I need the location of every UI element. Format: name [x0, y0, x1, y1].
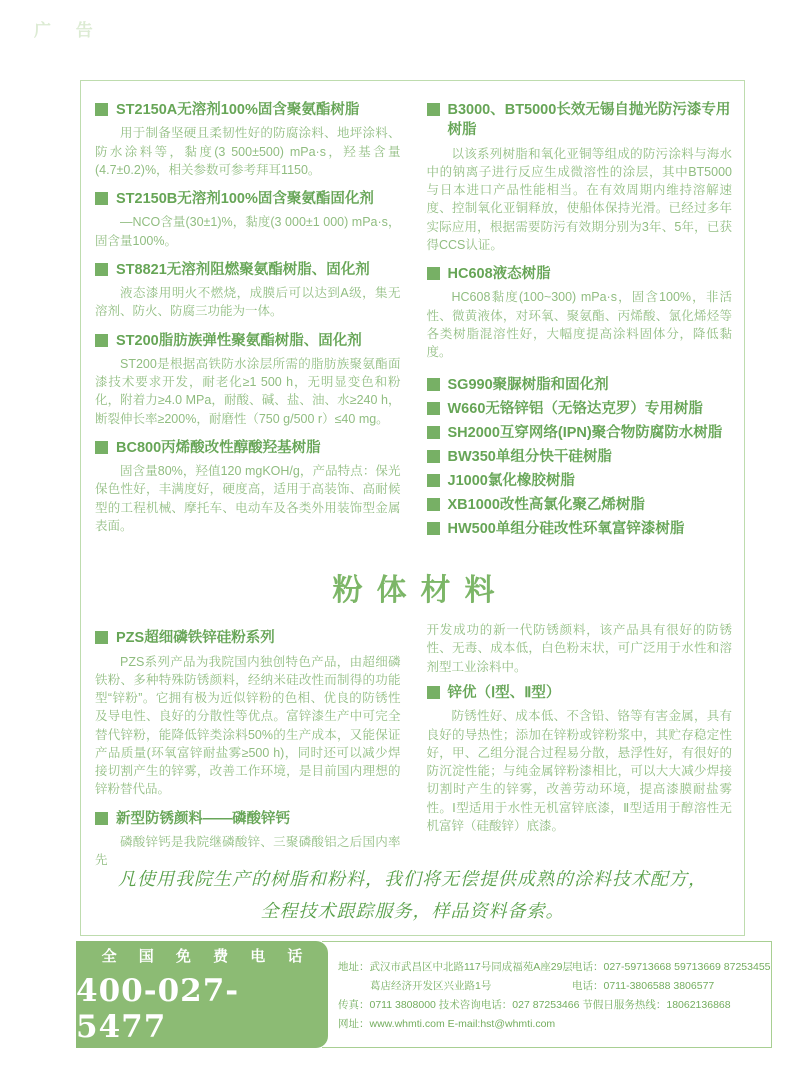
hotline-block	[76, 941, 328, 1048]
footer-bar	[76, 941, 771, 1048]
product-section-st8821	[95, 260, 401, 321]
section-body: 磷酸锌钙是我院继磷酸锌、三聚磷酸铝之后国内率先	[95, 834, 401, 868]
section-body: 固含量80%，羟值120 mgKOH/g，产品特点：保光保色性好，丰满度好，硬度高，适用于高装饰、高耐候型的工程机械、摩托车、电动车及各类外用装饰型金属表面。	[95, 464, 401, 533]
product-section-pzs	[95, 628, 401, 798]
resin-right-column	[427, 93, 733, 545]
bullet-square-icon	[95, 334, 108, 347]
section-title: ST200脂肪族弹性聚氨酯树脂、固化剂	[116, 332, 362, 349]
address-1: 地址：武汉市武昌区中北路117号同成福苑A座29层	[338, 960, 573, 973]
product-section-zinc-calcium-phosphate	[95, 809, 401, 870]
resin-list-label: XB1000改性高氯化聚乙烯树脂	[447, 497, 645, 514]
resin-list-item	[427, 447, 733, 468]
section-body: HC608黏度(100~300) mPa·s，固含100%，非活性、微黄液体，对环氧、聚氨酯、丙烯酸、氯化烯烃等各类树脂混溶性好，大幅度提高涂料固体分，降低黏度。	[426, 290, 732, 360]
section-title: ST2150B无溶剂100%固含聚氨酯固化剂	[116, 191, 374, 208]
bullet-square-icon	[427, 450, 440, 463]
resin-list-item	[427, 495, 733, 516]
bullet-square-icon	[427, 426, 440, 439]
section-heading	[95, 260, 401, 280]
section-heading	[427, 683, 733, 703]
hotline-label: 全 国 免 费 电 话	[101, 947, 312, 965]
product-section-st2150a	[95, 100, 401, 179]
product-section-bc800	[95, 438, 401, 535]
continuation-paragraph: 开发成功的新一代防锈颜料，该产品具有很好的防锈性、无毒、成本低，白色粉末状，可广泛用于水性和溶剂型工业涂料中。	[426, 623, 732, 674]
resin-product-list	[427, 375, 733, 540]
section-body: ST200是根据高铁防水涂层所需的脂肪族聚氨酯面漆技术要求开发，耐老化≥1 500 h，无明显变色和粉化，附着力≥4.0 MPa，耐酸、碱、盐、油、水≥240 h，断裂伸长率≥200%，耐磨性（750 g/500 r）≤40 mg。	[95, 356, 401, 426]
contact-line-web	[338, 1016, 771, 1031]
section-heading	[95, 331, 401, 351]
phone-2: 电话：0711-3806588 3806577	[572, 979, 715, 992]
promo-line-1: 凡使用我院生产的树脂和粉料，我们将无偿提供成熟的涂料技术配方，	[118, 869, 707, 890]
bullet-square-icon	[427, 522, 440, 535]
hotline-phone-number: 400-027-5477	[76, 972, 240, 1045]
bullet-square-icon	[95, 103, 108, 116]
resin-list-item	[427, 399, 733, 420]
section-heading	[95, 628, 401, 648]
resin-list-label: SH2000互穿网络(IPN)聚合物防腐防水树脂	[447, 425, 723, 442]
resin-list-item	[427, 471, 733, 492]
section-title: 新型防锈颜料——磷酸锌钙	[116, 810, 290, 827]
bullet-square-icon	[427, 402, 440, 415]
product-section-hc608	[427, 264, 733, 361]
bullet-square-icon	[427, 267, 440, 280]
phone-1: 电话：027-59713668 59713669 87253455	[572, 960, 771, 973]
fax-and-hotlines: 传真：0711 3808000 技术咨询电话：027 87253466 节假日服务热线：18062136868	[338, 998, 731, 1011]
section-title: B3000、BT5000长效无锡自抛光防污漆专用树脂	[447, 102, 731, 139]
section-body: —NCO含量(30±1)%，黏度(3 000±1 000) mPa·s，固含量100%。	[95, 215, 401, 248]
section-heading	[95, 809, 401, 829]
powder-right-column	[427, 621, 733, 879]
section-heading	[95, 438, 401, 458]
content-frame	[80, 80, 745, 936]
product-section-b3000	[427, 100, 733, 254]
resin-list-label: W660无铬锌铝（无铬达克罗）专用树脂	[447, 401, 703, 418]
section-heading	[95, 100, 401, 120]
powder-materials-heading: 粉体材料	[332, 574, 509, 608]
bullet-square-icon	[427, 103, 440, 116]
bullet-square-icon	[95, 812, 108, 825]
resin-list-label: BW350单组分快干硅树脂	[447, 449, 612, 466]
section-body: 液态漆用明火不燃烧，成膜后可以达到A级，集无溶剂、防火、防腐三功能为一体。	[95, 286, 401, 319]
section-body: PZS系列产品为我院国内独创特色产品，由超细磷铁粉、多种特殊防锈颜料，经纳米硅改性而制得的功能型“锌粉”。它拥有极为近似锌粉的色相、优良的防锈性及导电性、良好的分散性等优点。富锌漆生产中可完全替代锌粉，能降低锌类涂料50%的生产成本，又能保证产品质量(环氧富锌耐盐雾≥500 h)，同时还可以减少焊接切割产生的锌雾，改善工作环境，是目前国内理想的锌粉替代品。	[95, 654, 401, 797]
product-section-st200	[95, 331, 401, 428]
section-title: ST8821无溶剂阻燃聚氨酯树脂、固化剂	[116, 261, 370, 278]
bullet-square-icon	[95, 631, 108, 644]
section-body: 防锈性好、成本低、不含铅、铬等有害金属，具有良好的导热性；添加在锌粉或锌粉浆中，其贮存稳定性好，甲、乙组分混合过程易分散，悬浮性好，有很好的防沉淀性能；与纯金属锌粉漆相比，可以大大减少焊接切割时产生的锌雾，改善劳动环境，提高漆膜耐盐雾性。Ⅰ型适用于水性无机富锌底漆，Ⅱ型适用于醇溶性无机富锌（硅酸锌）底漆。	[426, 709, 732, 833]
section-title: 锌优（Ⅰ型、Ⅱ型）	[447, 684, 561, 701]
powder-columns	[95, 621, 732, 879]
resin-list-label: HW500单组分硅改性环氧富锌漆树脂	[447, 521, 685, 538]
bullet-square-icon	[427, 686, 440, 699]
contact-line-fax	[338, 997, 771, 1012]
powder-left-column	[95, 621, 401, 879]
resin-list-label: J1000氯化橡胶树脂	[447, 473, 575, 490]
resin-list-item	[427, 519, 733, 540]
resin-list-item	[427, 423, 733, 444]
promo-line-2: 全程技术跟踪服务，样品资料备索。	[260, 900, 565, 922]
resin-list-label: SG990聚脲树脂和固化剂	[447, 377, 609, 394]
section-title: PZS超细磷铁锌硅粉系列	[116, 630, 275, 647]
section-title: BC800丙烯酸改性醇酸羟基树脂	[116, 439, 321, 456]
contact-line-address-1	[338, 959, 771, 974]
resin-list-item	[427, 375, 733, 396]
contact-line-address-2	[338, 978, 771, 993]
resin-left-column	[95, 93, 401, 545]
address-2: 葛店经济开发区兴业路1号	[370, 979, 492, 992]
bullet-square-icon	[427, 474, 440, 487]
bullet-square-icon	[427, 498, 440, 511]
section-heading	[95, 189, 401, 209]
section-heading	[427, 264, 733, 284]
section-title: ST2150A无溶剂100%固含聚氨酯树脂	[116, 102, 360, 118]
contact-info-box	[322, 941, 772, 1048]
section-heading	[427, 100, 733, 141]
ad-corner-label: 广 告	[34, 21, 103, 40]
section-body: 用于制备坚硬且柔韧性好的防腐涂料、地坪涂料、防水涂料等，黏度(3 500±500) mPa·s，羟基含量(4.7±0.2)%，相关参数可参考拜耳1150。	[95, 126, 401, 177]
section-title: HC608液态树脂	[447, 266, 551, 283]
promo-script-text	[81, 864, 744, 927]
section-body: 以该系列树脂和氧化亚铜等组成的防污涂料与海水中的钠离子进行反应生成微溶性的涂层，其中BT5000与日本进口产品性能相当。在有效周期内维持溶解速度、控制氧化亚铜释放，使船体保持光滑。已经过多年实际应用，根据需要防污有效期分别为3年、5年，已获得CCS认证。	[426, 146, 732, 252]
resin-columns	[95, 93, 732, 545]
product-section-xinyou	[427, 683, 733, 835]
bullet-square-icon	[95, 441, 108, 454]
bullet-square-icon	[95, 192, 108, 205]
bullet-square-icon	[427, 378, 440, 391]
product-section-st2150b	[95, 189, 401, 250]
bullet-square-icon	[95, 263, 108, 276]
website-and-email: 网址：www.whmti.com E-mail:hst@whmti.com	[338, 1017, 556, 1030]
